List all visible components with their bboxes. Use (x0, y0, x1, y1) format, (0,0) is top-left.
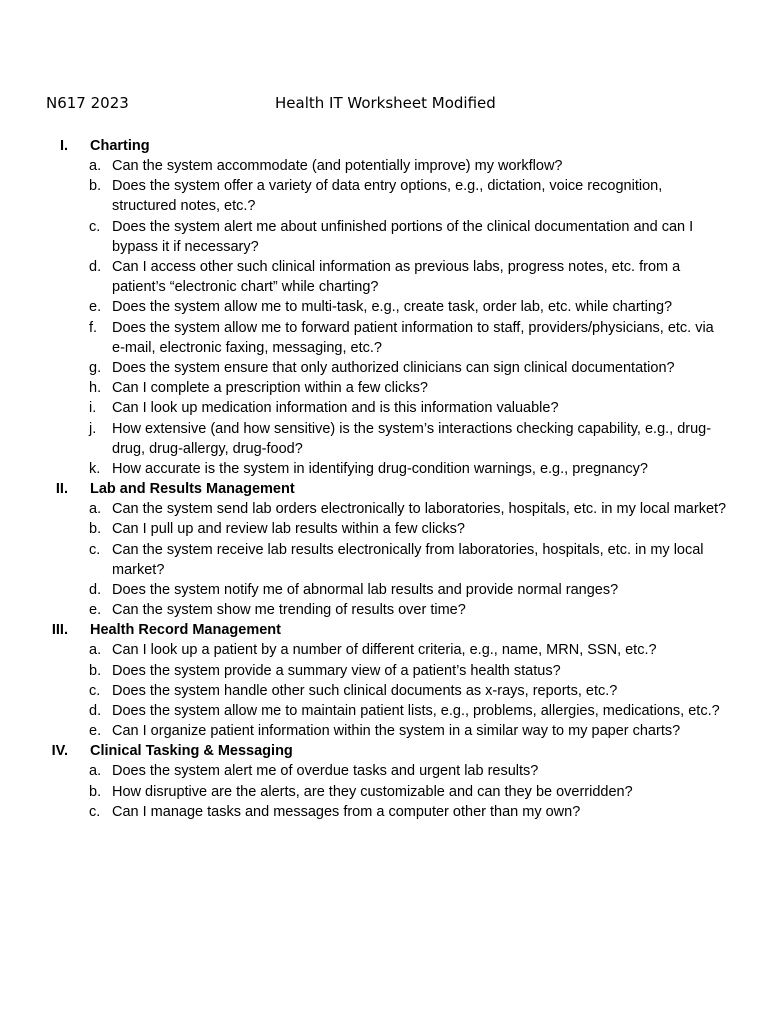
question-text: How extensive (and how sensitive) is the system’s interactions checking capability, e.g., drug-drug, drug-allergy, drug-food? (112, 420, 712, 457)
question-item (0, 701, 768, 721)
item-letter: e. (89, 723, 102, 740)
question-item (0, 156, 768, 176)
document-title: Health IT Worksheet Modified (275, 94, 496, 112)
section-title: Lab and Results Management (90, 481, 295, 498)
question-item (0, 419, 768, 459)
section-numeral: I. (59, 138, 68, 154)
section-title: Health Record Management (90, 622, 281, 639)
question-text: Does the system alert me of overdue tasks and urgent lab results? (112, 763, 539, 780)
question-text: Can the system send lab orders electronically to laboratories, hospitals, etc. in my local market? (112, 501, 727, 518)
item-letter: c. (89, 682, 101, 699)
item-letter: b. (89, 662, 102, 679)
question-text: Does the system notify me of abnormal lab results and provide normal ranges? (112, 582, 619, 599)
question-item (0, 176, 768, 216)
question-item (0, 681, 768, 701)
question-text: Does the system allow me to forward patient information to staff, providers/physicians, etc. via e-mail, electronic faxing, messaging, etc.? (112, 319, 714, 356)
item-letter: b. (89, 521, 102, 538)
question-list (0, 156, 768, 479)
section (0, 136, 768, 479)
question-text: Can the system show me trending of results over time? (112, 602, 466, 619)
section-heading (0, 741, 768, 761)
section (0, 741, 768, 822)
item-letter: d. (89, 259, 102, 276)
question-list (0, 499, 768, 620)
question-item (0, 459, 768, 479)
question-text: Does the system alert me about unfinished portions of the clinical documentation and can I bypass it if necessary? (112, 218, 694, 255)
worksheet-outline (0, 136, 768, 822)
question-item (0, 358, 768, 378)
item-letter: a. (89, 158, 102, 174)
course-code: N617 2023 (46, 94, 129, 112)
item-letter: i. (89, 400, 97, 417)
question-item (0, 398, 768, 418)
question-text: Can I pull up and review lab results within a few clicks? (112, 521, 465, 538)
question-text: Can I access other such clinical information as previous labs, progress notes, etc. from a patient’s “electronic chart” while charting? (112, 259, 681, 296)
question-text: How accurate is the system in identifying drug-condition warnings, e.g., pregnancy? (112, 461, 648, 478)
item-letter: d. (89, 703, 102, 720)
section-heading (0, 136, 768, 156)
question-list (0, 761, 768, 822)
question-item (0, 499, 768, 519)
question-item (0, 257, 768, 297)
question-text: Does the system ensure that only authorized clinicians can sign clinical documentation? (112, 360, 675, 377)
question-text: Can I look up medication information and is this information valuable? (112, 400, 559, 417)
question-text: Does the system allow me to maintain patient lists, e.g., problems, allergies, medications, etc.? (112, 703, 720, 720)
item-letter: j. (89, 420, 97, 437)
section-numeral: III. (51, 622, 68, 639)
question-list (0, 640, 768, 741)
item-letter: k. (89, 461, 101, 478)
question-text: Does the system allow me to multi-task, e.g., create task, order lab, etc. while charting? (112, 299, 673, 316)
question-text: Does the system handle other such clinical documents as x-rays, reports, etc.? (112, 682, 618, 699)
question-text: Can I manage tasks and messages from a computer other than my own? (112, 803, 581, 820)
item-letter: c. (89, 541, 101, 558)
section-numeral: II. (55, 481, 68, 498)
question-text: Can I look up a patient by a number of different criteria, e.g., name, MRN, SSN, etc.? (112, 642, 657, 659)
item-letter: c. (89, 218, 101, 235)
item-letter: e. (89, 602, 102, 619)
section-title: Charting (90, 138, 150, 154)
question-text: Can I complete a prescription within a few clicks? (112, 380, 428, 397)
question-item (0, 318, 768, 358)
section (0, 620, 768, 741)
document-header (0, 94, 768, 116)
item-letter: a. (89, 642, 102, 659)
item-letter: f. (89, 319, 98, 336)
section-heading (0, 479, 768, 499)
item-letter: g. (89, 360, 102, 377)
question-item (0, 519, 768, 539)
question-item (0, 217, 768, 257)
section-title: Clinical Tasking & Messaging (90, 743, 293, 760)
question-item (0, 761, 768, 781)
item-letter: b. (89, 783, 102, 800)
question-text: Can I organize patient information within the system in a similar way to my paper charts? (112, 723, 681, 740)
item-letter: h. (89, 380, 102, 397)
question-text: Can the system receive lab results electronically from laboratories, hospitals, etc. in my local market? (112, 541, 704, 578)
section-numeral: IV. (51, 743, 68, 760)
question-item (0, 378, 768, 398)
item-letter: a. (89, 763, 102, 780)
question-item (0, 721, 768, 741)
section (0, 479, 768, 620)
question-item (0, 600, 768, 620)
question-item (0, 640, 768, 660)
question-item (0, 661, 768, 681)
item-letter: d. (89, 582, 102, 599)
section-heading (0, 620, 768, 640)
question-item (0, 782, 768, 802)
item-letter: b. (89, 178, 102, 195)
question-item (0, 297, 768, 317)
item-letter: e. (89, 299, 102, 316)
question-text: Does the system offer a variety of data entry options, e.g., dictation, voice recognition, structured notes, etc.? (112, 178, 663, 215)
question-item (0, 540, 768, 580)
question-text: Can the system accommodate (and potentially improve) my workflow? (112, 158, 563, 174)
question-text: Does the system provide a summary view of a patient’s health status? (112, 662, 561, 679)
question-text: How disruptive are the alerts, are they customizable and can they be overridden? (112, 783, 633, 800)
question-item (0, 580, 768, 600)
question-item (0, 802, 768, 822)
item-letter: a. (89, 501, 102, 518)
item-letter: c. (89, 803, 101, 820)
